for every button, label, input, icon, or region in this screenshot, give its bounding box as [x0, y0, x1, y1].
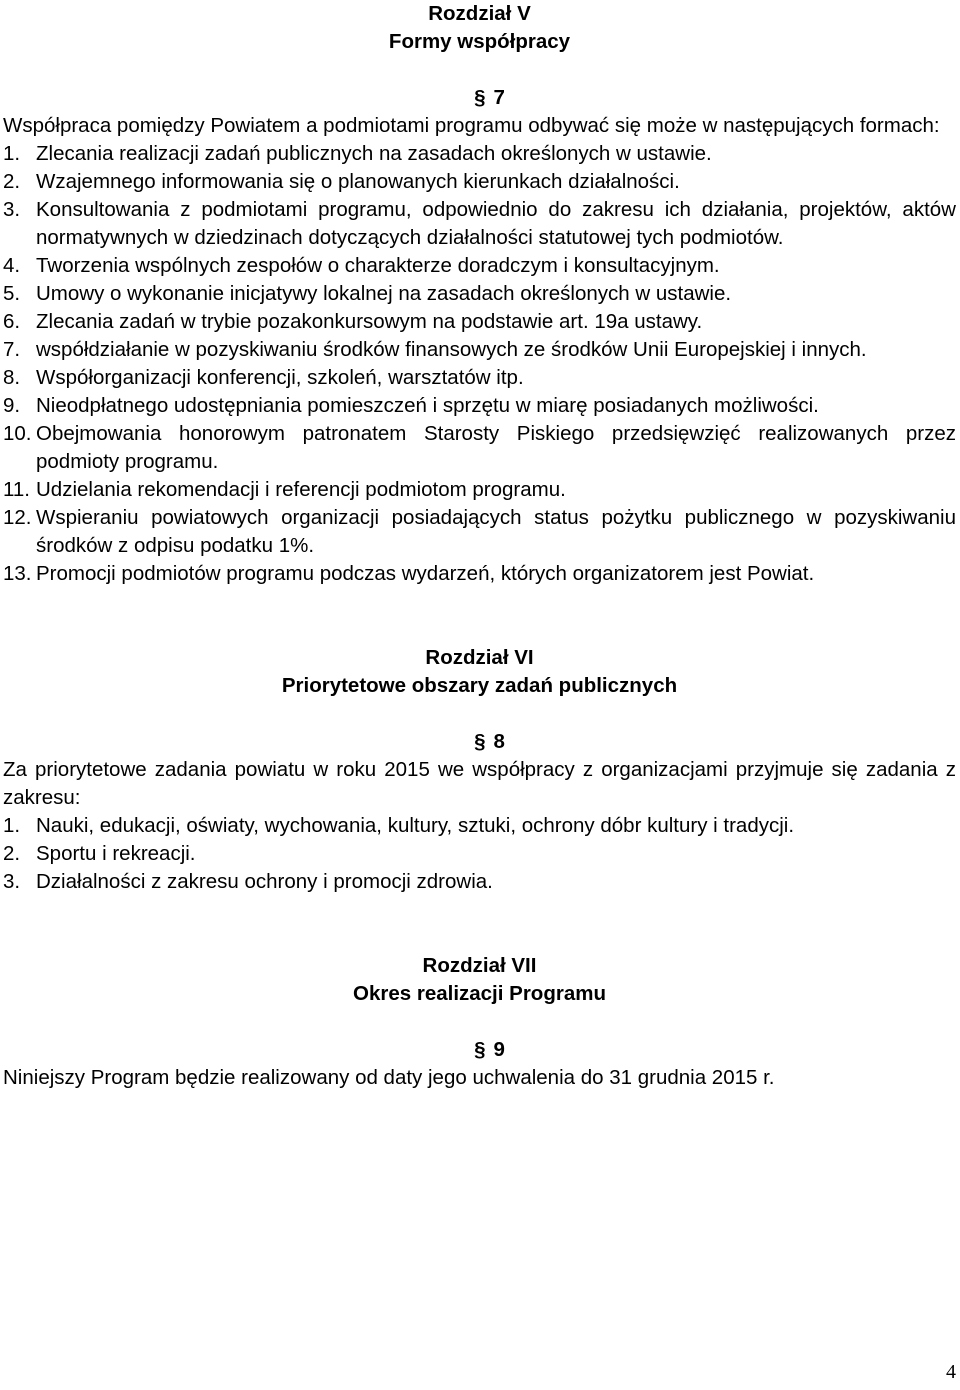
list-item-text: Nauki, edukacji, oświaty, wychowania, kultury, sztuki, ochrony dóbr kultury i tradycji. [36, 814, 795, 837]
list-item-number: 11. [3, 478, 30, 501]
list-item-number: 9. [3, 394, 21, 417]
list-item-text: Wzajemnego informowania się o planowanych kierunkach działalności. [36, 170, 680, 193]
section-sign: § [474, 1038, 486, 1061]
list-item-number: 3. [3, 870, 21, 893]
list-item-text: Działalności z zakresu ochrony i promocji zdrowia. [36, 870, 493, 893]
list-item-number: 10. [3, 422, 32, 445]
list-item [3, 140, 956, 168]
list-item [3, 476, 956, 504]
list-item-number: 7. [3, 338, 21, 361]
list-item [3, 392, 956, 420]
list-item-number: 6. [3, 310, 21, 333]
list-item-text: Nieodpłatnego udostępniania pomieszczeń i sprzętu w miarę posiadanych możliwości. [36, 394, 819, 417]
list-item-number: 1. [3, 814, 21, 837]
list-item [3, 196, 956, 252]
chapter-title: Rozdział VI [425, 646, 534, 669]
section-number: 8 [493, 730, 505, 753]
section-intro: Za priorytetowe zadania powiatu w roku 2015 we współpracy z organizacjami przyjmuje się zadania z zakresu: [3, 758, 956, 809]
section-body: Niniejszy Program będzie realizowany od daty jego uchwalenia do 31 grudnia 2015 r. [3, 1066, 775, 1089]
list-item-text: Konsultowania z podmiotami programu, odpowiednio do zakresu ich działania, projektów, aktów normatywnych w dziedzinach dotyczących działalności statutowej tych podmiotów. [36, 198, 956, 249]
list-item-text: Zlecania realizacji zadań publicznych na zasadach określonych w ustawie. [36, 142, 712, 165]
priorities-list [3, 812, 956, 896]
list-item-text: Sportu i rekreacji. [36, 842, 196, 865]
list-item [3, 420, 956, 476]
list-item [3, 280, 956, 308]
list-item [3, 336, 956, 364]
section-heading [3, 1036, 956, 1064]
section-intro: Współpraca pomiędzy Powiatem a podmiotami programu odbywać się może w następujących formach: [3, 114, 940, 137]
list-item [3, 252, 956, 280]
section-sign: § [474, 86, 486, 109]
list-item [3, 168, 956, 196]
section-number: 7 [493, 86, 505, 109]
list-item [3, 868, 956, 896]
list-item [3, 840, 956, 868]
list-item-number: 3. [3, 198, 21, 221]
list-item [3, 364, 956, 392]
list-item-text: Tworzenia wspólnych zespołów o charakterze doradczym i konsultacyjnym. [36, 254, 720, 277]
list-item-number: 4. [3, 254, 21, 277]
list-item-number: 1. [3, 142, 21, 165]
list-item [3, 560, 956, 588]
section-heading [3, 84, 956, 112]
list-item-text: Współorganizacji konferencji, szkoleń, warsztatów itp. [36, 366, 524, 389]
list-item-text: Wspieraniu powiatowych organizacji posiadających status pożytku publicznego w pozyskiwaniu środków z odpisu podatku 1%. [36, 506, 956, 557]
list-item [3, 812, 956, 840]
document-page [3, 0, 956, 1092]
list-item-number: 5. [3, 282, 21, 305]
list-item-text: Umowy o wykonanie inicjatywy lokalnej na zasadach określonych w ustawie. [36, 282, 732, 305]
list-item-text: Udzielania rekomendacji i referencji podmiotom programu. [36, 478, 566, 501]
section-number: 9 [493, 1038, 505, 1061]
list-item-number: 2. [3, 842, 21, 865]
list-item-text: współdziałanie w pozyskiwaniu środków finansowych ze środków Unii Europejskiej i innych. [36, 338, 867, 361]
list-item-number: 13. [3, 562, 32, 585]
list-item-text: Promocji podmiotów programu podczas wydarzeń, których organizatorem jest Powiat. [36, 562, 815, 585]
chapter-title: Rozdział V [428, 2, 531, 25]
list-item-number: 12. [3, 506, 32, 529]
list-item-text: Zlecania zadań w trybie pozakonkursowym na podstawie art. 19a ustawy. [36, 310, 703, 333]
list-item-number: 8. [3, 366, 21, 389]
list-item-number: 2. [3, 170, 21, 193]
list-item [3, 504, 956, 560]
section-heading [3, 728, 956, 756]
list-item-text: Obejmowania honorowym patronatem Starosty Piskiego przedsięwzięć realizowanych przez podmioty programu. [36, 422, 956, 473]
chapter-subtitle: Formy współpracy [388, 30, 571, 53]
chapter-subtitle: Okres realizacji Programu [353, 982, 606, 1005]
section-sign: § [474, 730, 486, 753]
chapter-title: Rozdział VII [422, 954, 537, 977]
page-number: 4 [946, 1361, 956, 1383]
chapter-subtitle: Priorytetowe obszary zadań publicznych [281, 674, 678, 697]
forms-list [3, 140, 956, 588]
list-item [3, 308, 956, 336]
